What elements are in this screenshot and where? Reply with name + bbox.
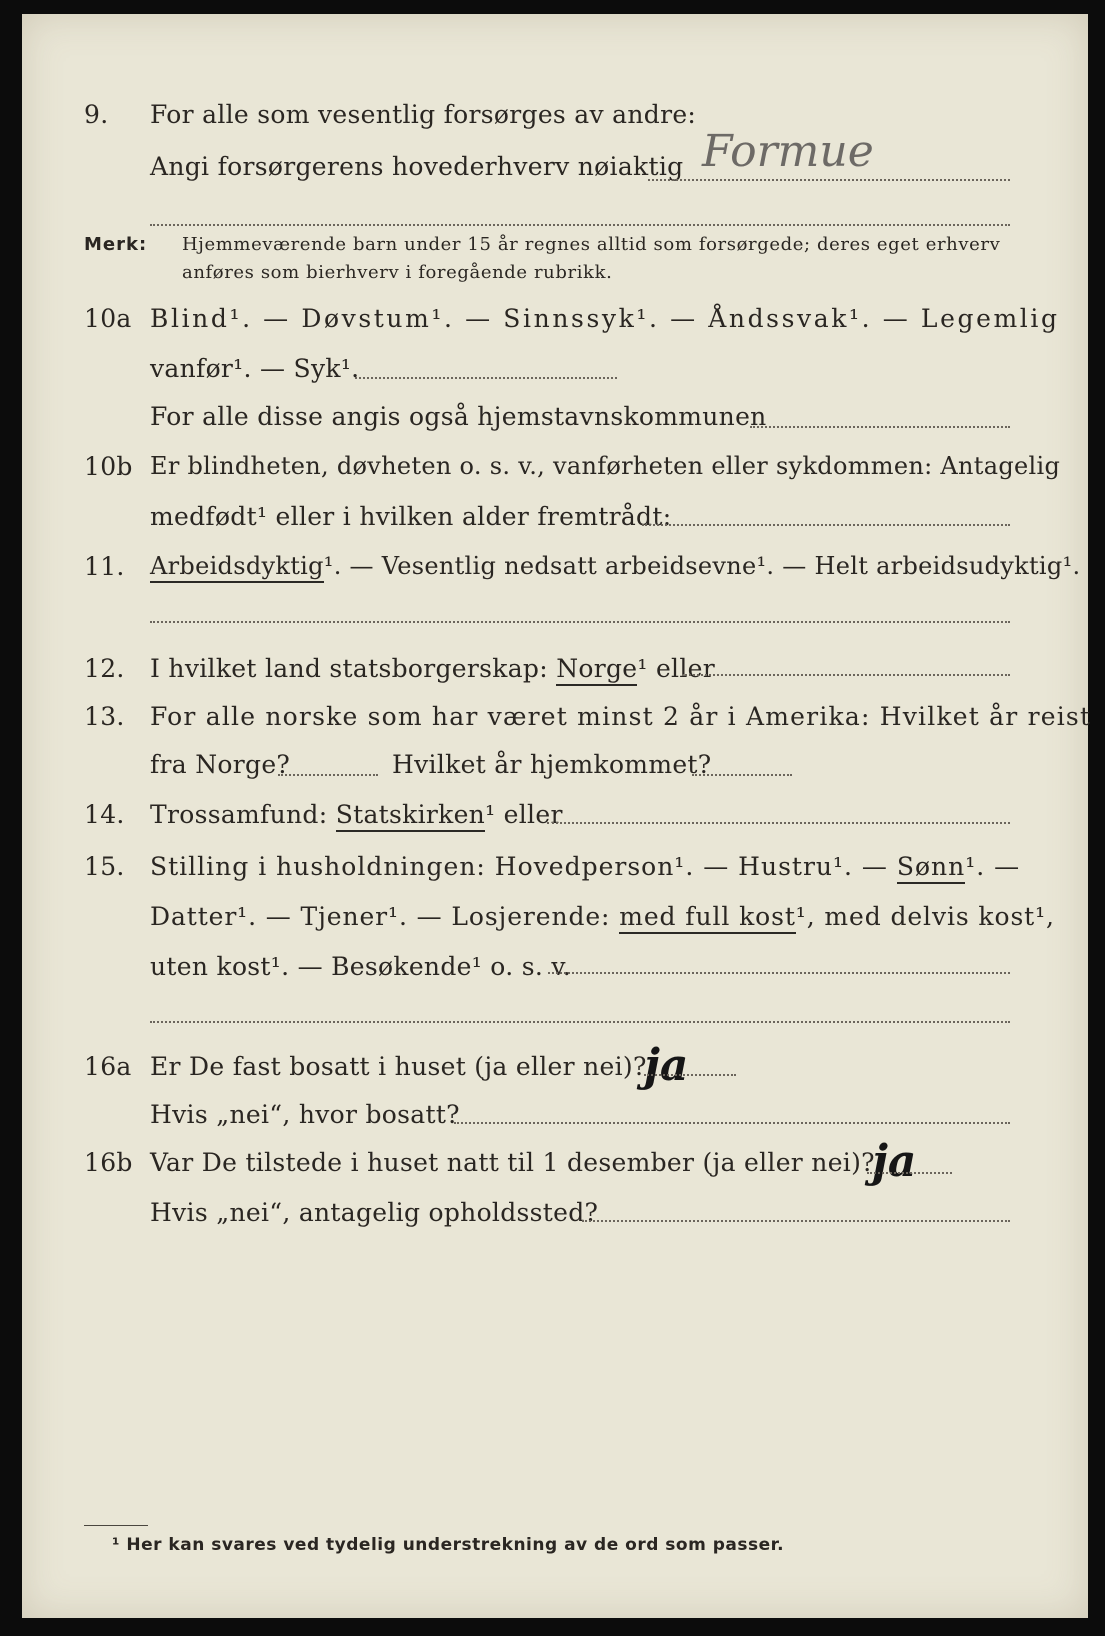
q16b-line2: Hvis „nei“, antagelig opholdssted? <box>150 1198 599 1227</box>
q12-underlined-answer: Norge <box>556 654 637 686</box>
q12-pre: I hvilket land statsborgerskap: <box>150 654 548 683</box>
q14-text <box>150 800 563 829</box>
q15-line2 <box>150 902 1055 931</box>
q15-underlined-sonn: Sønn <box>897 852 965 884</box>
q14-underlined-answer: Statskirken <box>336 800 485 832</box>
q10a-number: 10a <box>84 304 132 333</box>
q10a-line1: Blind¹. — Døvstum¹. — Sinnssyk¹. — Åndssvak¹. — Legemlig <box>150 304 1060 333</box>
q11-answer-line <box>150 621 1010 623</box>
q13-number: 13. <box>84 702 125 731</box>
q13-line2b: Hvilket år hjemkommet? <box>392 750 712 779</box>
q9-answer-line <box>648 179 1010 181</box>
q14-number: 14. <box>84 800 125 829</box>
q9-line2: Angi forsørgerens hovederhverv nøiaktig <box>150 152 684 181</box>
q15-number: 15. <box>84 852 125 881</box>
q13-hjem-line <box>692 774 792 776</box>
q15-line2-post: ¹, med delvis kost¹, <box>795 902 1055 931</box>
q16a-bosatt-line <box>454 1122 1010 1124</box>
q16b-answer-line <box>867 1172 952 1174</box>
q15-answer-line-2 <box>150 1021 1010 1023</box>
q10b-answer-line <box>642 524 1010 526</box>
q13-reist-line <box>278 774 378 776</box>
q15-line3: uten kost¹. — Besøkende¹ o. s. v. <box>150 952 572 981</box>
q16b-answer-handwritten: ja <box>872 1136 917 1187</box>
q9-answer-line-2 <box>150 224 1010 226</box>
footnote: ¹ Her kan svares ved tydelig understrekning av de ord som passer. <box>112 1535 785 1555</box>
q15-line1 <box>150 852 1020 881</box>
q12-post: ¹ eller <box>637 654 715 683</box>
q10b-line1: Er blindheten, døvheten o. s. v., vanførheten eller sykdommen: Antagelig <box>150 452 1061 480</box>
q11-rest: ¹. — Vesentlig nedsatt arbeidsevne¹. — Helt arbeidsudyktig¹. <box>323 552 1081 580</box>
q14-pre: Trossamfund: <box>150 800 328 829</box>
q11-text <box>150 552 1080 580</box>
q12-text <box>150 654 715 683</box>
q15-answer-line <box>548 972 1010 974</box>
merk-label: Merk: <box>84 234 148 255</box>
q12-number: 12. <box>84 654 125 683</box>
q16b-number: 16b <box>84 1148 133 1177</box>
q16a-answer-handwritten: ja <box>644 1040 689 1091</box>
q10a-line2: vanfør¹. — Syk¹. <box>150 354 360 383</box>
footnote-rule <box>84 1525 148 1526</box>
merk-line2: anføres som bierhverv i foregående rubrikk. <box>182 262 613 283</box>
q16a-number: 16a <box>84 1052 132 1081</box>
q13-line2a: fra Norge? <box>150 750 291 779</box>
q9-line1: For alle som vesentlig forsørges av andre: <box>150 100 697 129</box>
q15-line2-pre: Datter¹. — Tjener¹. — Losjerende: <box>150 902 611 931</box>
q9-number: 9. <box>84 100 109 129</box>
q14-post: ¹ eller <box>485 800 563 829</box>
q11-number: 11. <box>84 552 125 581</box>
q10a-line3: For alle disse angis også hjemstavnskommunen <box>150 402 767 431</box>
q14-answer-line <box>547 822 1010 824</box>
q9-answer-handwritten: Formue <box>702 126 874 177</box>
q10b-line2: medfødt¹ eller i hvilken alder fremtrådt: <box>150 502 672 531</box>
q11-underlined-answer: Arbeidsdyktig <box>150 552 324 583</box>
q10a-syk-line <box>355 377 617 379</box>
q16a-answer-line <box>644 1074 736 1076</box>
q12-answer-line <box>682 674 1010 676</box>
q15-line1-pre: Stilling i husholdningen: Hovedperson¹. — Hustru¹. — <box>150 852 888 881</box>
q16a-line1: Er De fast bosatt i huset (ja eller nei)? <box>150 1052 647 1081</box>
q15-underlined-kost: med full kost <box>619 902 796 934</box>
q10b-number: 10b <box>84 452 133 481</box>
q16b-opholdssted-line <box>582 1220 1010 1222</box>
q16b-line1: Var De tilstede i huset natt til 1 desember (ja eller nei)? <box>150 1148 875 1177</box>
q15-line1-post: ¹. — <box>965 852 1021 881</box>
q16a-line2: Hvis „nei“, hvor bosatt? <box>150 1100 460 1129</box>
q10a-kommune-line <box>750 426 1010 428</box>
q13-line1: For alle norske som har været minst 2 år i Amerika: Hvilket år reist <box>150 702 1092 731</box>
merk-line1: Hjemmeværende barn under 15 år regnes alltid som forsørgede; deres eget erhverv <box>182 234 1001 255</box>
census-form-page <box>22 14 1092 1618</box>
